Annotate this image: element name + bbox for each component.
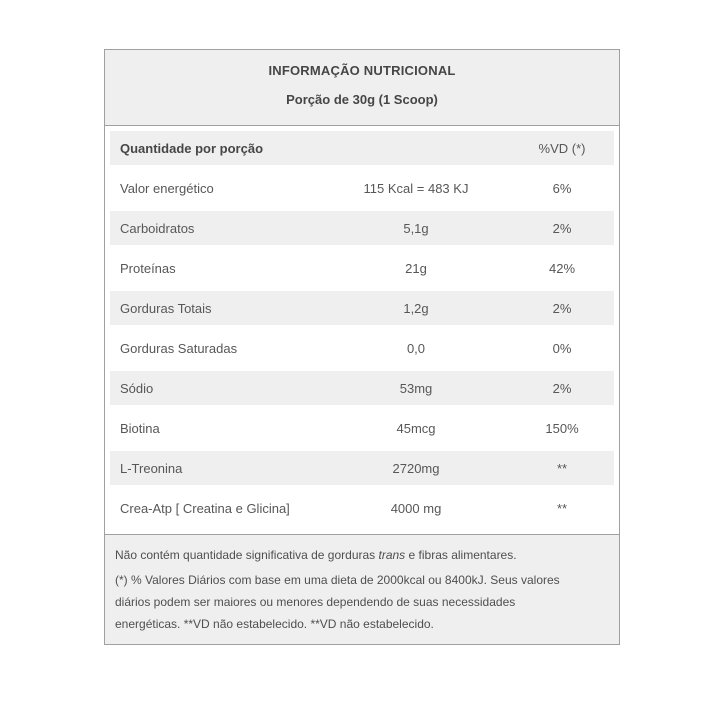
nutrient-amount: 21g: [405, 260, 427, 276]
nutrient-name: Sódio: [120, 380, 154, 396]
nutrient-name: Crea-Atp [ Creatina e Glicina]: [120, 500, 290, 516]
nutrient-dv: 2%: [552, 300, 572, 316]
table-row: [110, 331, 614, 365]
table-row: [110, 411, 614, 445]
nutrient-amount: 0,0: [406, 340, 426, 356]
table-row: [110, 371, 614, 405]
table-header: [105, 50, 619, 126]
column-header-row: [110, 131, 614, 165]
daily-values-note-line: energéticas. **VD não estabelecido. **VD não estabelecido.: [115, 617, 434, 631]
nutrient-name: Gorduras Totais: [120, 300, 212, 316]
daily-values-note-line: diários podem ser maiores ou menores dependendo de suas necessidades: [115, 595, 516, 609]
nutrient-dv: 6%: [552, 180, 572, 196]
nutrient-name: Biotina: [120, 420, 160, 436]
trans-fat-note-suffix: e fibras alimentares.: [405, 548, 517, 562]
nutrient-amount: 1,2g: [403, 300, 429, 316]
table-title: INFORMAÇÃO NUTRICIONAL: [268, 63, 456, 78]
nutrient-amount: 5,1g: [403, 220, 429, 236]
table-row: [110, 211, 614, 245]
table-body: [105, 126, 619, 534]
dv-column-header: %VD (*): [538, 140, 586, 156]
nutrient-dv: 0%: [552, 340, 572, 356]
table-row: [110, 491, 614, 525]
nutrient-dv: 2%: [552, 380, 572, 396]
table-row: [110, 251, 614, 285]
nutrient-dv: 2%: [552, 220, 572, 236]
serving-size: Porção de 30g (1 Scoop): [286, 92, 438, 107]
daily-values-note-line: (*) % Valores Diários com base em uma dieta de 2000kcal ou 8400kJ. Seus valores: [115, 573, 560, 587]
nutrient-dv: 42%: [548, 260, 576, 276]
table-row: [110, 451, 614, 485]
nutrient-amount: 115 Kcal = 483 KJ: [363, 180, 469, 196]
trans-fat-note-prefix: Não contém quantidade significativa de gorduras: [115, 548, 379, 562]
table-row: [110, 291, 614, 325]
nutrient-name: Gorduras Saturadas: [120, 340, 238, 356]
nutrient-amount: 45mcg: [396, 420, 436, 436]
nutrient-amount: 2720mg: [392, 460, 440, 476]
trans-fat-note-italic: trans: [378, 548, 406, 562]
nutrient-dv: **: [556, 500, 568, 516]
trans-fat-note: [115, 544, 605, 566]
nutrient-amount: 4000 mg: [390, 500, 442, 516]
table-row: [110, 171, 614, 205]
nutrient-name: Carboidratos: [120, 220, 195, 236]
nutrient-name: Proteínas: [120, 260, 176, 276]
nutrient-dv: **: [556, 460, 568, 476]
table-footnotes: [105, 534, 619, 644]
nutrient-amount: 53mg: [399, 380, 433, 396]
quantity-column-header: Quantidade por porção: [120, 140, 264, 156]
nutrition-table: [104, 49, 620, 645]
nutrient-name: Valor energético: [120, 180, 214, 196]
nutrient-dv: 150%: [545, 420, 579, 436]
nutrient-name: L-Treonina: [120, 460, 183, 476]
daily-values-note: [115, 569, 605, 635]
